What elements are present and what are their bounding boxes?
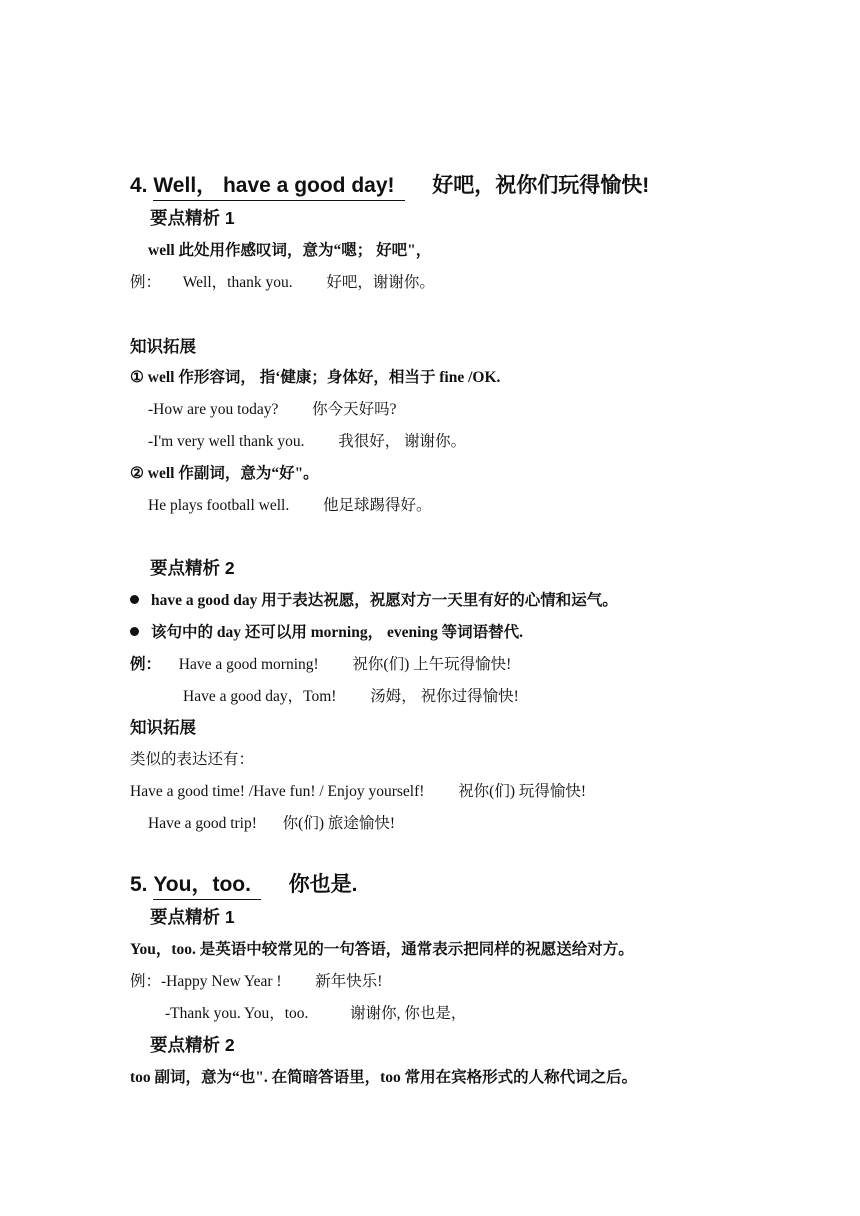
section-4-point2-bullet1: [130, 591, 618, 611]
section-4-ext1-heading: 知识拓展: [130, 338, 196, 356]
bullet-icon: [130, 595, 139, 604]
section-5-title-cn: 你也是.: [288, 873, 358, 896]
section-4-point1-example: [130, 273, 435, 293]
bullet-text: have a good day 用于表达祝愿，祝愿对方一天里有好的心情和运气。: [151, 592, 618, 609]
example-en: -Happy New Year !: [161, 973, 282, 990]
example-cn: 新年快乐!: [315, 973, 383, 990]
example-en: Have a good day，Tom!: [183, 688, 337, 705]
section-4-ext1-item2: ② well 作副词，意为“好"。: [130, 465, 319, 482]
section-5-point1-desc: You，too. 是英语中较常见的一句答语，通常表示把同样的祝愿送给对方。: [130, 941, 634, 958]
example-cn: 好吧，谢谢你。: [326, 274, 435, 291]
example-label: 例：: [130, 973, 162, 990]
section-4-number: 4.: [130, 174, 148, 197]
section-4-point2-bullet2: [130, 623, 523, 643]
section-5-heading: [130, 872, 357, 900]
example-en: Have a good morning!: [178, 656, 319, 673]
section-5-point1-example2: [165, 1004, 466, 1024]
example-cn: 祝你(们) 玩得愉快!: [458, 783, 587, 800]
section-4-heading: [130, 173, 649, 201]
section-4-point2-example1: [130, 655, 511, 675]
example-en: Have a good trip!: [148, 815, 257, 832]
section-4-ext2-line1: [130, 782, 586, 802]
section-5-title-en: You，too.: [153, 872, 261, 900]
section-5-point2-desc: too 副词，意为“也". 在简暗答语里，too 常用在宾格形式的人称代词之后。: [130, 1069, 638, 1086]
section-4-ext1-item1-example2: [148, 432, 466, 452]
section-4-point2-example2: [183, 687, 519, 707]
section-4-point2-heading: 要点精析 2: [150, 558, 235, 578]
section-4-ext2-line2: [148, 814, 395, 834]
example-en: He plays football well.: [148, 497, 290, 514]
section-4-ext2-intro: 类似的表达还有：: [130, 751, 255, 768]
example-en: -I'm very well thank you.: [148, 433, 305, 450]
section-4-title-en: Well， have a good day!: [153, 173, 404, 201]
section-4-ext1-item1-example1: [148, 400, 397, 420]
example-cn: 他足球踢得好。: [322, 497, 432, 514]
section-4-title-cn: 好吧，祝你们玩得愉快!: [432, 174, 650, 197]
section-4-ext1-item2-example: [148, 496, 431, 516]
example-cn: 你今天好吗?: [312, 401, 397, 418]
example-cn: 谢谢你, 你也是，: [350, 1005, 467, 1022]
section-5-point1-example1: [130, 972, 382, 992]
section-5-number: 5.: [130, 873, 148, 896]
section-5-point2-heading: 要点精析 2: [150, 1035, 235, 1055]
section-5-point1-heading: 要点精析 1: [150, 907, 235, 927]
example-cn: 我很好， 谢谢你。: [338, 433, 467, 450]
section-4-ext1-item1: ① well 作形容词， 指‘健康；身体好，相当于 fine /OK.: [130, 369, 501, 386]
example-label: 例：: [130, 274, 162, 291]
section-4-point1-heading: 要点精析 1: [150, 208, 235, 228]
example-cn: 祝你(们) 上午玩得愉快!: [352, 656, 512, 673]
bullet-icon: [130, 627, 139, 636]
example-en: -How are you today?: [148, 401, 279, 418]
example-cn: 你(们) 旅途愉快!: [282, 815, 396, 832]
section-4-point1-desc: well 此处用作感叹词，意为“嗯； 好吧"，: [148, 242, 432, 259]
example-en: Have a good time! /Have fun! / Enjoy yourself!: [130, 783, 425, 800]
example-en: -Thank you. You，too.: [165, 1005, 309, 1022]
example-label: 例：: [130, 656, 162, 673]
bullet-text: 该句中的 day 还可以用 morning， evening 等词语替代.: [151, 624, 524, 641]
example-en: Well，thank you.: [182, 274, 293, 291]
example-cn: 汤姆， 祝你过得愉快!: [370, 688, 519, 705]
section-4-ext2-heading: 知识拓展: [130, 719, 196, 737]
